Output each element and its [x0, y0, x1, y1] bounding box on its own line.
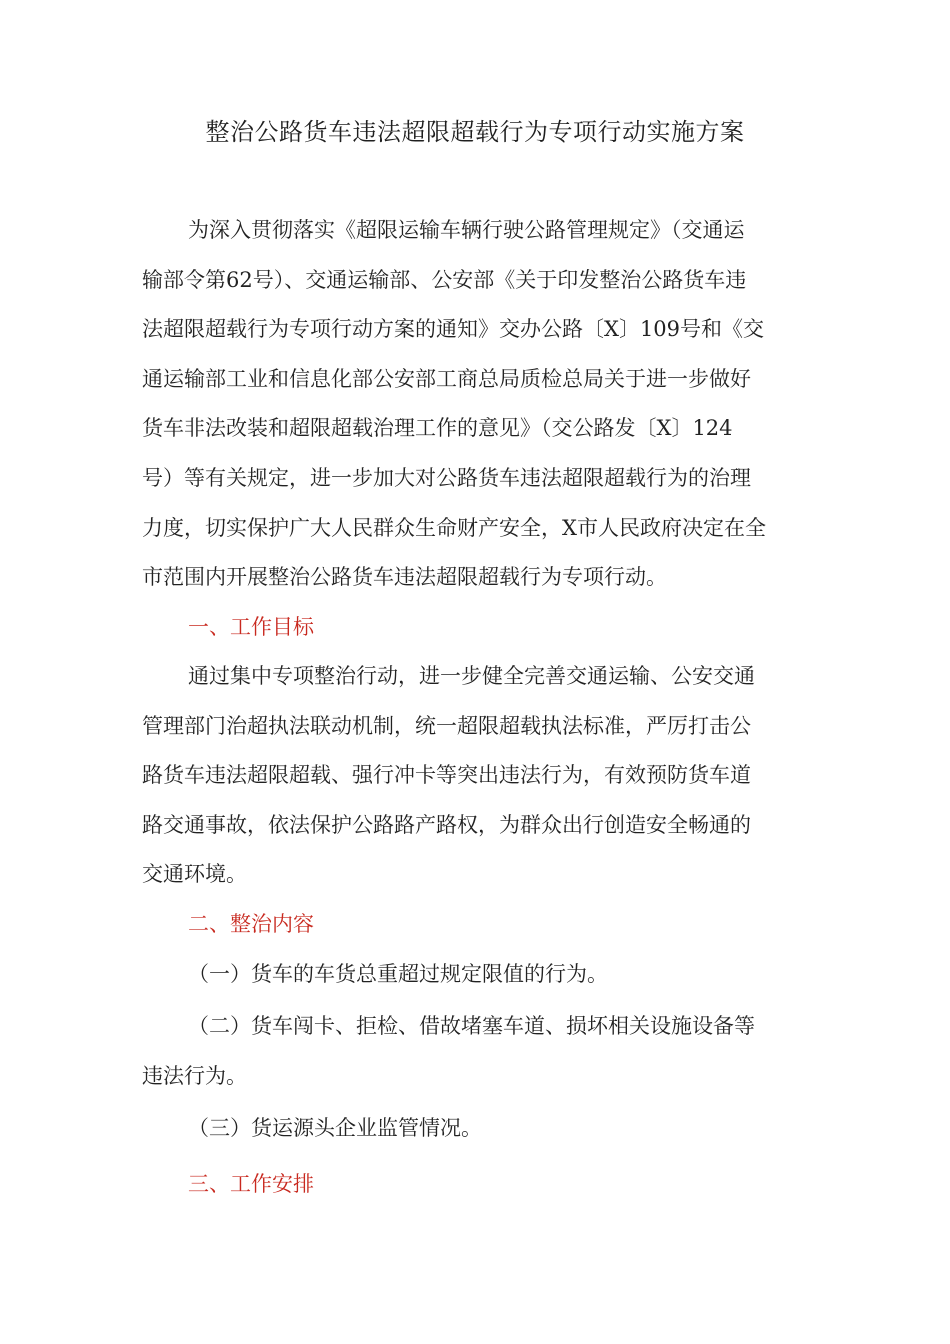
content-item-1: （一）货车的车货总重超过规定限值的行为。: [188, 962, 608, 986]
goals-line-1: 通过集中专项整治行动，进一步健全完善交通运输、公安交通: [188, 664, 755, 688]
content-item-2-line-2: 违法行为。: [142, 1064, 247, 1088]
intro-line-4: 通运输部工业和信息化部公安部工商总局质检总局关于进一步做好: [142, 367, 751, 391]
section-heading-goals: 一、工作目标: [188, 615, 314, 639]
intro-line-5: 货车非法改装和超限超载治理工作的意见》（交公路发〔X〕124: [142, 416, 733, 440]
content-item-2-line-1: （二）货车闯卡、拒检、借故堵塞车道、损坏相关设施设备等: [188, 1014, 755, 1038]
section-heading-content: 二、整治内容: [188, 912, 314, 936]
goals-line-3: 路货车违法超限超载、强行冲卡等突出违法行为，有效预防货车道: [142, 763, 751, 787]
intro-line-1: 为深入贯彻落实《超限运输车辆行驶公路管理规定》（交通运: [188, 218, 745, 242]
intro-line-7: 力度，切实保护广大人民群众生命财产安全，X市人民政府决定在全: [142, 516, 766, 540]
intro-line-6: 号）等有关规定，进一步加大对公路货车违法超限超载行为的治理: [142, 466, 751, 490]
goals-line-2: 管理部门治超执法联动机制，统一超限超载执法标准，严厉打击公: [142, 714, 751, 738]
intro-line-2: 输部令第62号）、交通运输部、公安部《关于印发整治公路货车违: [142, 268, 747, 292]
goals-line-5: 交通环境。: [142, 862, 247, 886]
content-item-3: （三）货运源头企业监管情况。: [188, 1116, 482, 1140]
section-heading-arrangement: 三、工作安排: [188, 1172, 314, 1196]
goals-line-4: 路交通事故，依法保护公路路产路权，为群众出行创造安全畅通的: [142, 813, 751, 837]
document-title: 整治公路货车违法超限超载行为专项行动实施方案: [205, 118, 745, 146]
intro-line-3: 法超限超载行为专项行动方案的通知》交办公路〔X〕109号和《交: [142, 317, 765, 341]
intro-line-8: 市范围内开展整治公路货车违法超限超载行为专项行动。: [142, 565, 667, 589]
